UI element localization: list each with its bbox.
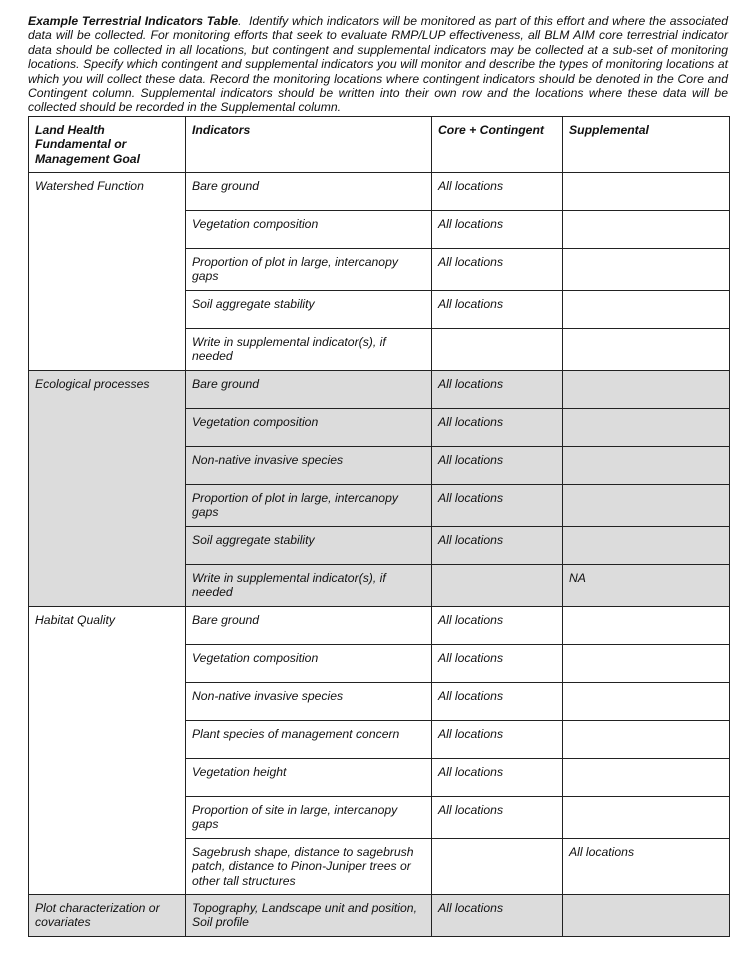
supplemental-cell bbox=[563, 485, 730, 527]
indicator-cell: Plant species of management concern bbox=[186, 721, 432, 759]
core-cell: All locations bbox=[432, 607, 563, 645]
indicator-cell: Bare ground bbox=[186, 173, 432, 211]
goal-cell: Ecological processes bbox=[29, 371, 186, 607]
indicator-cell: Non-native invasive species bbox=[186, 447, 432, 485]
core-cell bbox=[432, 839, 563, 895]
core-cell: All locations bbox=[432, 211, 563, 249]
supplemental-cell bbox=[563, 797, 730, 839]
supplemental-cell bbox=[563, 683, 730, 721]
header-indicators: Indicators bbox=[186, 117, 432, 173]
core-cell: All locations bbox=[432, 291, 563, 329]
core-cell: All locations bbox=[432, 721, 563, 759]
table-row bbox=[29, 173, 730, 211]
indicator-cell: Write in supplemental indicator(s), if needed bbox=[186, 329, 432, 371]
indicator-cell: Sagebrush shape, distance to sagebrush patch, distance to Pinon-Juniper trees or other tall structures bbox=[186, 839, 432, 895]
core-cell: All locations bbox=[432, 527, 563, 565]
core-cell: All locations bbox=[432, 645, 563, 683]
supplemental-cell bbox=[563, 447, 730, 485]
header-core-contingent: Core + Contingent bbox=[432, 117, 563, 173]
indicator-cell: Soil aggregate stability bbox=[186, 527, 432, 565]
indicator-cell: Vegetation composition bbox=[186, 645, 432, 683]
indicator-cell: Vegetation height bbox=[186, 759, 432, 797]
header-supplemental: Supplemental bbox=[563, 117, 730, 173]
indicator-cell: Topography, Landscape unit and position, Soil profile bbox=[186, 895, 432, 937]
indicator-cell: Bare ground bbox=[186, 371, 432, 409]
supplemental-cell bbox=[563, 759, 730, 797]
goal-cell: Watershed Function bbox=[29, 173, 186, 371]
supplemental-cell bbox=[563, 329, 730, 371]
core-cell: All locations bbox=[432, 173, 563, 211]
indicators-table bbox=[28, 116, 730, 937]
indicator-cell: Non-native invasive species bbox=[186, 683, 432, 721]
supplemental-cell bbox=[563, 211, 730, 249]
supplemental-cell bbox=[563, 291, 730, 329]
core-cell bbox=[432, 565, 563, 607]
indicator-cell: Write in supplemental indicator(s), if needed bbox=[186, 565, 432, 607]
core-cell bbox=[432, 329, 563, 371]
indicator-cell: Vegetation composition bbox=[186, 211, 432, 249]
indicator-cell: Proportion of site in large, intercanopy gaps bbox=[186, 797, 432, 839]
intro-paragraph: Example Terrestrial Indicators Table. Identify which indicators will be monitored as part of this effort and where the associated data will be collected. For monitoring efforts that seek to evaluate RMP/LUP effectiveness, all BLM AIM core terrestrial indicator data should be collected in all locations, but contingent and supplemental indicators may be collected at a sub-set of monitoring locations. Specify which contingent and supplemental indicators you will monitor and describe the types of monitoring locations at which you will collect these data. Record the monitoring locations where contingent indicators should be denoted in the Core and Contingent column. Supplemental indicators should be written into their own row and the locations where these data will be collected should be recorded in the Supplemental column. bbox=[28, 14, 728, 115]
supplemental-cell bbox=[563, 721, 730, 759]
core-cell: All locations bbox=[432, 759, 563, 797]
supplemental-cell bbox=[563, 607, 730, 645]
supplemental-cell: NA bbox=[563, 565, 730, 607]
supplemental-cell bbox=[563, 173, 730, 211]
supplemental-cell bbox=[563, 527, 730, 565]
intro-text: Identify which indicators will be monitored as part of this effort and where the associated data will be collected. For monitoring efforts that seek to evaluate RMP/LUP effectiveness, all BLM AIM core terrestrial indicator data should be collected in all locations, but contingent and supplemental indicators may be collected at a sub-set of monitoring locations. Specify which contingent and supplemental indicators you will monitor and describe the types of monitoring locations at which you will collect these data. Record the monitoring locations where contingent indicators should be denoted in the Core and Contingent column. Supplemental indicators should be written into their own row and the locations where these data will be collected should be recorded in the Supplemental column. bbox=[28, 14, 728, 115]
core-cell: All locations bbox=[432, 485, 563, 527]
goal-cell: Habitat Quality bbox=[29, 607, 186, 895]
core-cell: All locations bbox=[432, 371, 563, 409]
core-cell: All locations bbox=[432, 447, 563, 485]
core-cell: All locations bbox=[432, 797, 563, 839]
supplemental-cell: All locations bbox=[563, 839, 730, 895]
core-cell: All locations bbox=[432, 895, 563, 937]
supplemental-cell bbox=[563, 249, 730, 291]
intro-title: Example Terrestrial Indicators Table bbox=[28, 14, 239, 28]
table-row bbox=[29, 607, 730, 645]
supplemental-cell bbox=[563, 371, 730, 409]
table-row bbox=[29, 895, 730, 937]
supplemental-cell bbox=[563, 645, 730, 683]
supplemental-cell bbox=[563, 409, 730, 447]
goal-cell: Plot characterization or covariates bbox=[29, 895, 186, 937]
indicator-cell: Vegetation composition bbox=[186, 409, 432, 447]
indicator-cell: Soil aggregate stability bbox=[186, 291, 432, 329]
table-row bbox=[29, 371, 730, 409]
supplemental-cell bbox=[563, 895, 730, 937]
table-header-row bbox=[29, 117, 730, 173]
header-goal: Land Health Fundamental or Management Goal bbox=[29, 117, 186, 173]
indicator-cell: Proportion of plot in large, intercanopy gaps bbox=[186, 485, 432, 527]
indicator-cell: Bare ground bbox=[186, 607, 432, 645]
core-cell: All locations bbox=[432, 249, 563, 291]
core-cell: All locations bbox=[432, 683, 563, 721]
table-body bbox=[29, 173, 730, 937]
indicator-cell: Proportion of plot in large, intercanopy gaps bbox=[186, 249, 432, 291]
core-cell: All locations bbox=[432, 409, 563, 447]
